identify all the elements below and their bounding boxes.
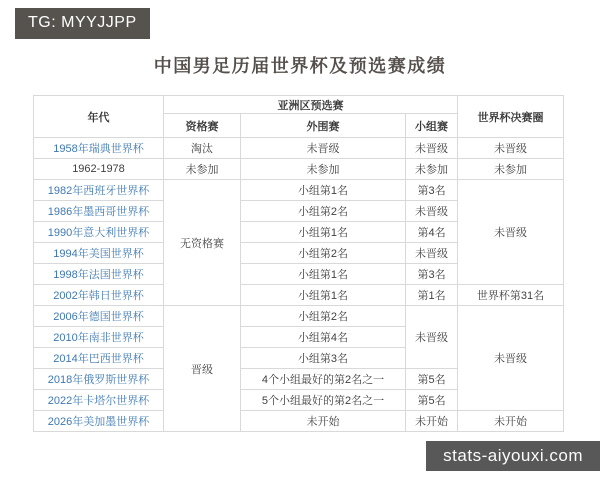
table-row [34,180,564,201]
year-cell [34,138,164,159]
year-cell [34,264,164,285]
preliminary-cell: 未晋级 [241,138,406,159]
group-cell-merged: 未晋级 [406,306,458,369]
qualifier-cell-merged: 无资格赛 [164,180,241,306]
year-cell [34,348,164,369]
tg-badge: TG: MYYJJPP [15,8,150,39]
year-link-2002[interactable]: 2002年韩日世界杯 [53,290,144,302]
year-link-2022[interactable]: 2022年卡塔尔世界杯 [47,395,150,407]
header-asian-qualifiers: 亚洲区预选赛 [164,96,458,114]
table-header-row-1 [34,96,564,114]
header-year: 年代 [34,96,164,138]
year-text-1962-1978: 1962-1978 [72,163,125,175]
group-cell: 未晋级 [406,138,458,159]
header-preliminary-round: 外围赛 [241,114,406,138]
header-world-cup-finals: 世界杯决赛圈 [458,96,564,138]
preliminary-cell: 小组第3名 [241,348,406,369]
year-link-1986[interactable]: 1986年墨西哥世界杯 [47,206,150,218]
table-row [34,306,564,327]
group-cell: 未晋级 [406,243,458,264]
qualifier-cell: 淘汰 [164,138,241,159]
preliminary-cell: 小组第2名 [241,306,406,327]
year-cell [34,327,164,348]
preliminary-cell: 未参加 [241,159,406,180]
year-cell [34,243,164,264]
group-cell: 第4名 [406,222,458,243]
year-link-1990[interactable]: 1990年意大利世界杯 [47,227,150,239]
year-link-1998[interactable]: 1998年法国世界杯 [53,269,144,281]
year-link-2006[interactable]: 2006年德国世界杯 [53,311,144,323]
year-link-2010[interactable]: 2010年南非世界杯 [53,332,144,344]
group-cell: 未晋级 [406,201,458,222]
header-qualification-round: 资格赛 [164,114,241,138]
preliminary-cell: 小组第2名 [241,201,406,222]
year-link-2026[interactable]: 2026年美加墨世界杯 [47,416,150,428]
finals-cell: 未晋级 [458,138,564,159]
year-cell [34,369,164,390]
table-row [34,159,564,180]
year-cell [34,222,164,243]
group-cell: 第1名 [406,285,458,306]
table-row [34,411,564,432]
finals-cell-merged: 未晋级 [458,180,564,285]
watermark: stats-aiyouxi.com [426,441,600,471]
results-table [33,95,564,432]
year-link-2018[interactable]: 2018年俄罗斯世界杯 [47,374,150,386]
group-cell: 未开始 [406,411,458,432]
year-link-1982[interactable]: 1982年西班牙世界杯 [47,185,150,197]
finals-cell: 世界杯第31名 [458,285,564,306]
group-cell: 第3名 [406,180,458,201]
qualifier-cell: 未参加 [164,159,241,180]
preliminary-cell: 小组第1名 [241,264,406,285]
preliminary-cell: 5个小组最好的第2名之一 [241,390,406,411]
preliminary-cell: 小组第1名 [241,222,406,243]
preliminary-cell: 未开始 [241,411,406,432]
page-title: 中国男足历届世界杯及预选赛成绩 [153,56,447,76]
preliminary-cell: 小组第2名 [241,243,406,264]
preliminary-cell: 小组第4名 [241,327,406,348]
finals-cell-merged: 未晋级 [458,306,564,411]
year-cell [34,285,164,306]
year-cell [34,159,164,180]
qualifier-cell-merged: 晋级 [164,306,241,432]
preliminary-cell: 4个小组最好的第2名之一 [241,369,406,390]
year-cell [34,180,164,201]
header-group-stage: 小组赛 [406,114,458,138]
preliminary-cell: 小组第1名 [241,285,406,306]
year-cell [34,201,164,222]
finals-cell: 未开始 [458,411,564,432]
year-cell [34,411,164,432]
table-row [34,285,564,306]
group-cell: 未参加 [406,159,458,180]
finals-cell: 未参加 [458,159,564,180]
group-cell: 第5名 [406,390,458,411]
year-link-1958[interactable]: 1958年瑞典世界杯 [53,143,144,155]
year-link-2014[interactable]: 2014年巴西世界杯 [53,353,144,365]
year-cell [34,390,164,411]
year-link-1994[interactable]: 1994年美国世界杯 [53,248,144,260]
group-cell: 第3名 [406,264,458,285]
group-cell: 第5名 [406,369,458,390]
year-cell [34,306,164,327]
preliminary-cell: 小组第1名 [241,180,406,201]
table-row [34,138,564,159]
